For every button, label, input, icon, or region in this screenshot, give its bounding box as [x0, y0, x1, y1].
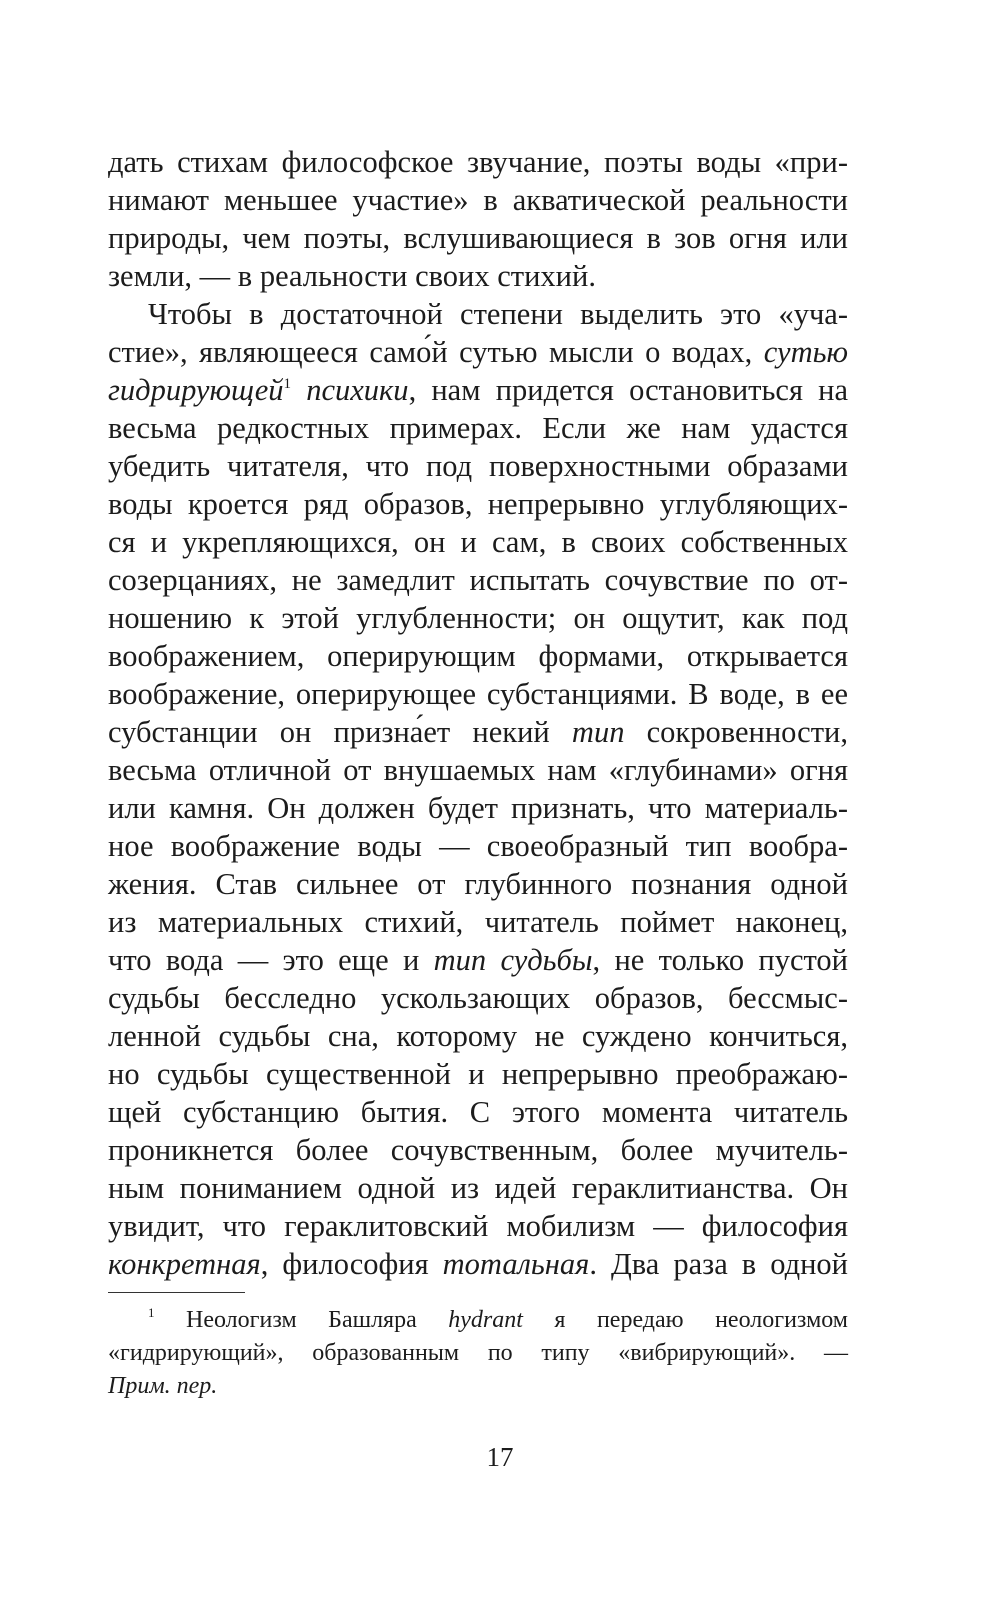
text-line: созерцаниях, не замедлит испытать сочувствие по от- [108, 563, 848, 597]
text-line: увидит, что гераклитовский мобилизм — философия [108, 1209, 848, 1243]
text-line: конкретная, философия тотальная. Два раза в одной [108, 1247, 848, 1281]
text-line: воды кроется ряд образов, непрерывно углубляющих- [108, 487, 848, 521]
footnote-divider [108, 1292, 245, 1293]
text-line: судьбы бесследно ускользающих образов, бессмыс- [108, 981, 848, 1015]
text-line: из материальных стихий, читатель поймет наконец, [108, 905, 848, 939]
page-number: 17 [486, 1442, 514, 1472]
text-line: дать стихам философское звучание, поэты воды «при- [108, 145, 848, 179]
text-line: проникнется более сочувственным, более мучитель- [108, 1133, 848, 1167]
text-line: ное воображение воды — своеобразный тип вообра- [108, 829, 848, 863]
footnote [108, 1304, 848, 1403]
text-line: Чтобы в достаточной степени выделить это «уча- [148, 297, 848, 331]
text-line: или камня. Он должен будет признать, что материаль- [108, 791, 848, 825]
text-line: весьма редкостных примерах. Если же нам удастся [108, 411, 848, 445]
text-line: но судьбы существенной и непрерывно преображаю- [108, 1057, 848, 1091]
text-line: воображение, оперирующее субстанциями. В воде, в ее [108, 677, 848, 711]
text-line: стие», являющееся само́й сутью мысли о водах, сутью [108, 335, 848, 369]
text-line: ленной судьбы сна, которому не суждено кончиться, [108, 1019, 848, 1053]
text-line: воображением, оперирующим формами, открывается [108, 639, 848, 673]
text-line: нимают меньшее участие» в акватической реальности [108, 183, 848, 217]
footnote-reference: 1 [283, 376, 292, 392]
text-line: жения. Став сильнее от глубинного познания одной [108, 867, 848, 901]
text-line: что вода — это еще и тип судьбы, не только пустой [108, 943, 848, 977]
text-line: убедить читателя, что под поверхностными образами [108, 449, 848, 483]
text-line: земли, — в реальности своих стихий. [108, 259, 596, 293]
footnote-mark: 1 [148, 1305, 155, 1320]
text-line: ся и укрепляющихся, он и сам, в своих собственных [108, 525, 848, 559]
text-line: ношению к этой углубленности; он ощутит, как под [108, 601, 848, 635]
body-text [108, 143, 848, 1283]
text-line: природы, чем поэты, вслушивающиеся в зов огня или [108, 221, 848, 255]
text-line: весьма отличной от внушаемых нам «глубинами» огня [108, 753, 848, 787]
footnote-line: $^1$ Неологизм Башляра hydrant я передаю неологизмом [148, 1305, 848, 1333]
text-line: ным пониманием одной из идей гераклитианства. Он [108, 1171, 848, 1205]
footnote-line: «гидрирующий», образованным по типу «вибрирующий». — [108, 1340, 848, 1366]
footnote-line: Прим. пер. [108, 1373, 218, 1399]
text-line: щей субстанцию бытия. С этого момента читатель [108, 1095, 848, 1129]
text-line: гидрирующей$^1$ психики, нам придется остановиться на [108, 373, 848, 407]
text-line: субстанции он призна́ет некий тип сокровенности, [108, 715, 848, 749]
